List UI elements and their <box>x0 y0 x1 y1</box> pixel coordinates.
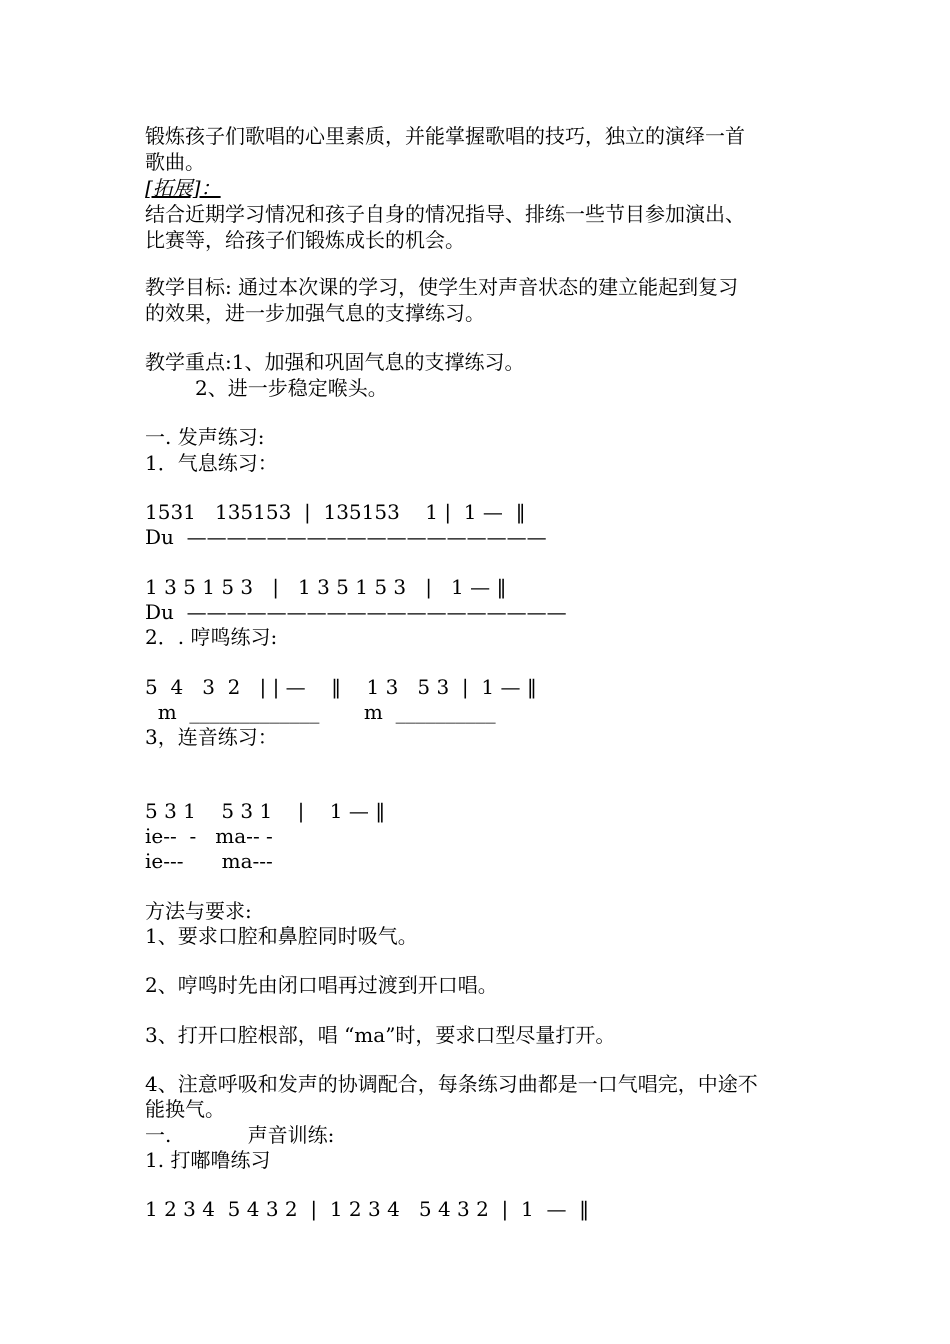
method-item-4-line-1: 4、注意呼吸和发声的协调配合，每条练习曲都是一口气唱完，中途不 <box>145 1072 758 1096</box>
section1-title: 一. 发声练习: <box>145 425 265 449</box>
notation-line-3: 5 4 3 2 | | — ‖ 1 3 5 3 | 1 — ‖ <box>145 675 537 699</box>
notation-line-1: 1531 135153 | 135153 1 | 1 — ‖ <box>145 500 526 524</box>
intro-line-1: 锻炼孩子们歌唱的心里素质，并能掌握歌唱的技巧，独立的演绎一首 <box>145 124 745 148</box>
method-item-4-line-2: 能换气。 <box>145 1097 225 1121</box>
syllable-line-4a: ie-- - ma-- - <box>145 824 273 848</box>
goal-line-2: 的效果，进一步加强气息的支撑练习。 <box>145 301 485 325</box>
extension-line-2: 比赛等，给孩子们锻炼成长的机会。 <box>145 228 465 252</box>
syllable-line-3: m _____________ m __________ <box>145 700 496 724</box>
intro-line-2: 歌曲。 <box>145 150 205 174</box>
focus-line-2: 2、进一步稳定喉头。 <box>195 376 388 400</box>
section2-title: 一. 声音训练: <box>145 1123 335 1147</box>
breath-exercise-title: 1．气息练习： <box>145 451 278 475</box>
hum-exercise-title: 2．. 哼鸣练习: <box>145 625 278 649</box>
focus-line-1: 教学重点:1、加强和巩固气息的支撑练习。 <box>145 350 525 374</box>
notation-line-4: 5 3 1 5 3 1 | 1 — ‖ <box>145 799 386 823</box>
lip-trill-title: 1. 打嘟噜练习 <box>145 1148 271 1172</box>
syllable-line-2: Du ——————————————————— <box>145 600 567 624</box>
methods-title: 方法与要求: <box>145 899 252 923</box>
notation-line-5: 1 2 3 4 5 4 3 2 | 1 2 3 4 5 4 3 2 | 1 — ‖ <box>145 1197 590 1221</box>
syllable-line-4b: ie--- ma--- <box>145 849 273 873</box>
method-item-1: 1、要求口腔和鼻腔同时吸气。 <box>145 924 418 948</box>
notation-line-2: 1 3 5 1 5 3 | 1 3 5 1 5 3 | 1 — ‖ <box>145 575 507 599</box>
method-item-2: 2、哼鸣时先由闭口唱再过渡到开口唱。 <box>145 973 498 997</box>
goal-line-1: 教学目标: 通过本次课的学习，使学生对声音状态的建立能起到复习 <box>145 275 739 299</box>
syllable-line-1: Du —————————————————— <box>145 525 547 549</box>
method-item-3: 3、打开口腔根部，唱 “ma”时，要求口型尽量打开。 <box>145 1023 616 1047</box>
extension-line-1: 结合近期学习情况和孩子自身的情况指导、排练一些节目参加演出、 <box>145 202 745 226</box>
extension-heading: [拓展]： <box>145 176 221 200</box>
legato-exercise-title: 3，连音练习： <box>145 725 278 749</box>
